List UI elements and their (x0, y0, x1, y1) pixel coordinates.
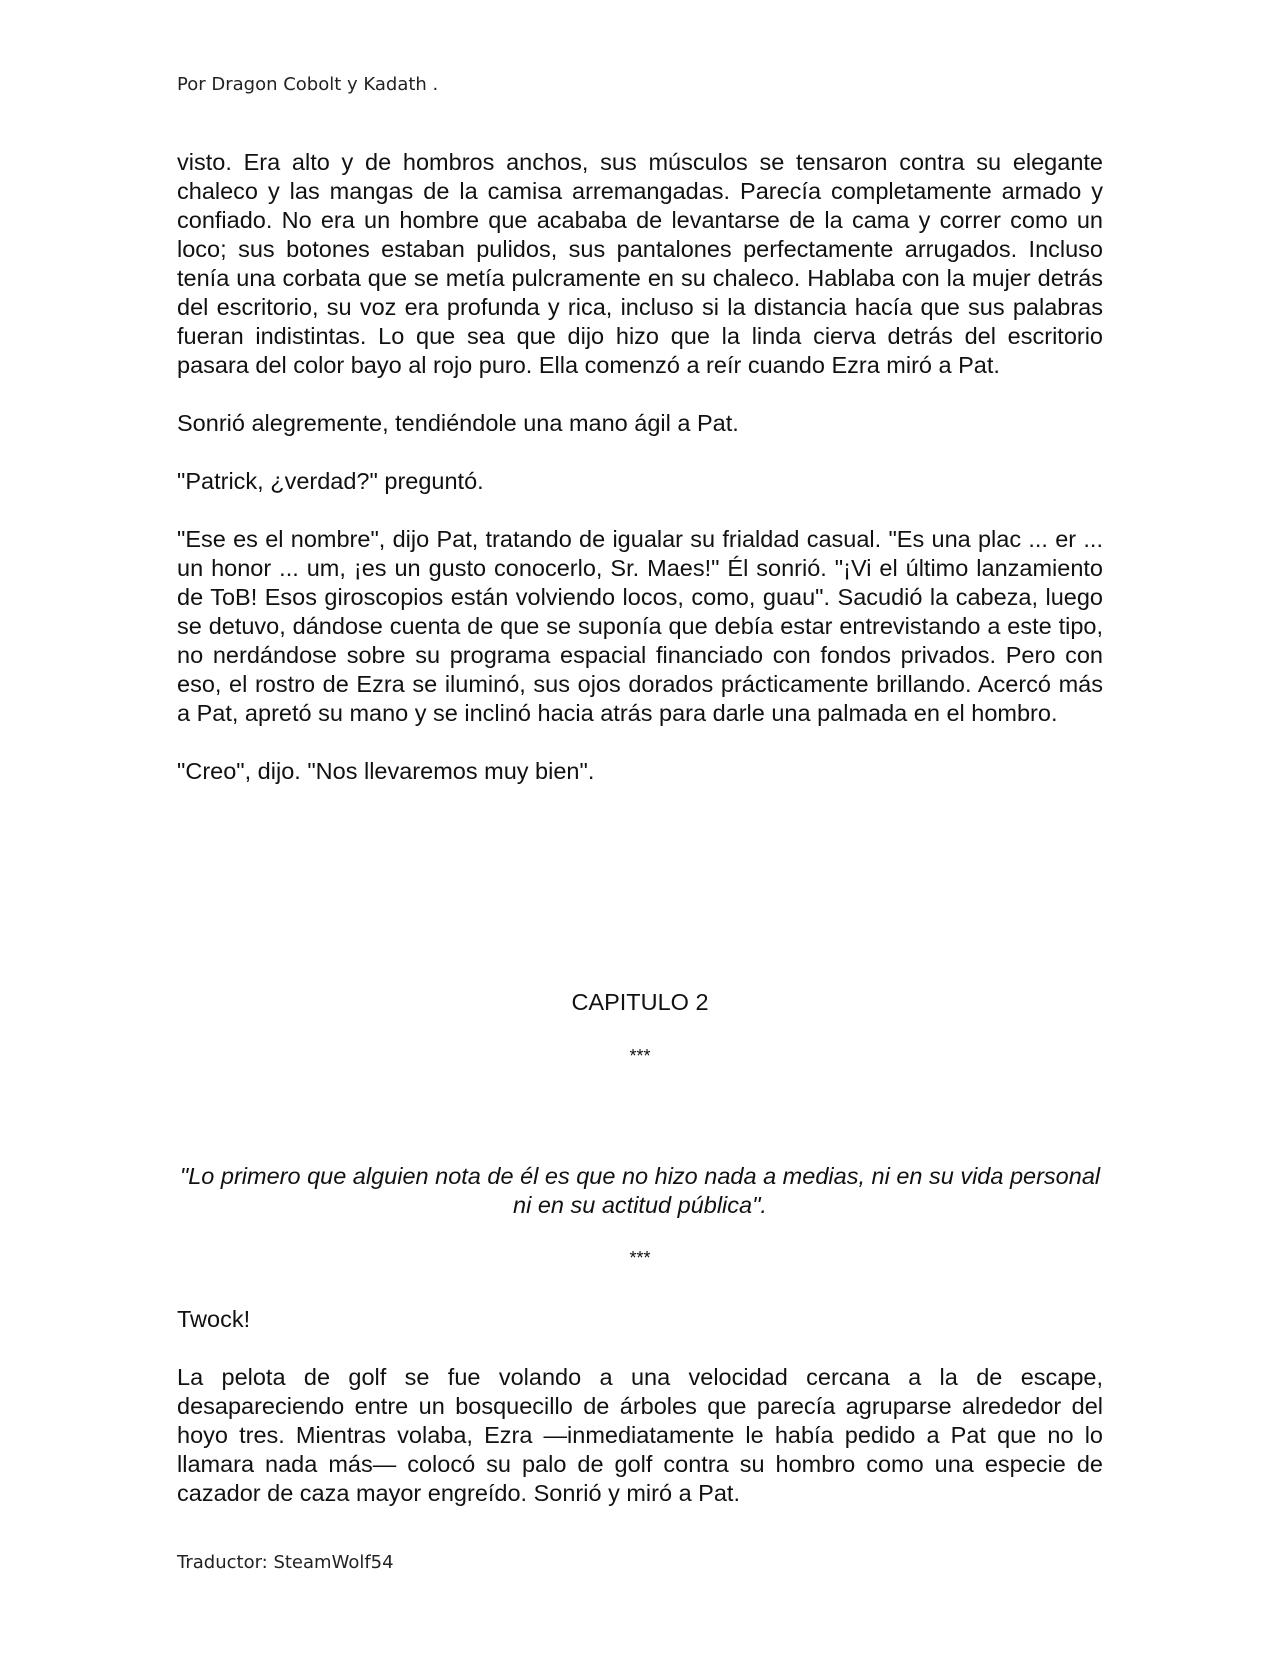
body-text-2 (177, 1305, 1103, 1537)
page-header: Por Dragon Cobolt y Kadath . (177, 74, 439, 95)
page-footer: Traductor: SteamWolf54 (177, 1552, 394, 1573)
epigraph: "Lo primero que alguien nota de él es que no hizo nada a medias, ni en su vida personal ni en su actitud pública". (179, 1163, 1101, 1218)
paragraph: "Creo", dijo. "Nos llevaremos muy bien". (177, 758, 595, 784)
paragraph: Sonrió alegremente, tendiéndole una mano ágil a Pat. (177, 410, 739, 436)
paragraph: visto. Era alto y de hombros anchos, sus músculos se tensaron contra su elegante chaleco y las mangas de la camisa arremangadas. Parecía completamente armado y confiado. No era un hombre que acababa de levantarse de la cama y correr como un loco; sus botones estaban pulidos, sus pantalones perfectamente arrugados. Incluso tenía una corbata que se metía pulcramente en su chaleco. Hablaba con la mujer detrás del escritorio, su voz era profunda y rica, incluso si la distancia hacía que sus palabras fueran indistintas. Lo que sea que dijo hizo que la linda cierva detrás del escritorio pasara del color bayo al rojo puro. Ella comenzó a reír cuando Ezra miró a Pat. (177, 149, 1103, 378)
paragraph: "Patrick, ¿verdad?" preguntó. (177, 468, 484, 494)
paragraph: La pelota de golf se fue volando a una velocidad cercana a la de escape, desapareciendo entre un bosquecillo de árboles que parecía agruparse alrededor del hoyo tres. Mientras volaba, Ezra —inmediatamente le había pedido a Pat que no lo llamara nada más— colocó su palo de golf contra su hombro como una especie de cazador de caza mayor engreído. Sonrió y miró a Pat. (177, 1364, 1103, 1506)
paragraph: Twock! (177, 1306, 251, 1332)
separator-top: *** (629, 1046, 651, 1066)
chapter-title: CAPITULO 2 (571, 989, 709, 1015)
paragraph: "Ese es el nombre", dijo Pat, tratando de igualar su frialdad casual. "Es una plac ... er ... un honor ... um, ¡es un gusto conocerlo, Sr. Maes!" Él sonrió. "¡Vi el último lanzamiento de ToB! Esos giroscopios están volviendo locos, como, guau". Sacudió la cabeza, luego se detuvo, dándose cuenta de que se suponía que debía estar entrevistando a este tipo, no nerdándose sobre su programa espacial financiado con fondos privados. Pero con eso, el rostro de Ezra se iluminó, sus ojos dorados prácticamente brillando. Acercó más a Pat, apretó su mano y se inclinó hacia atrás para darle una palmada en el hombro. (177, 526, 1103, 726)
separator-bottom: *** (629, 1248, 651, 1268)
body-text (177, 148, 1103, 815)
